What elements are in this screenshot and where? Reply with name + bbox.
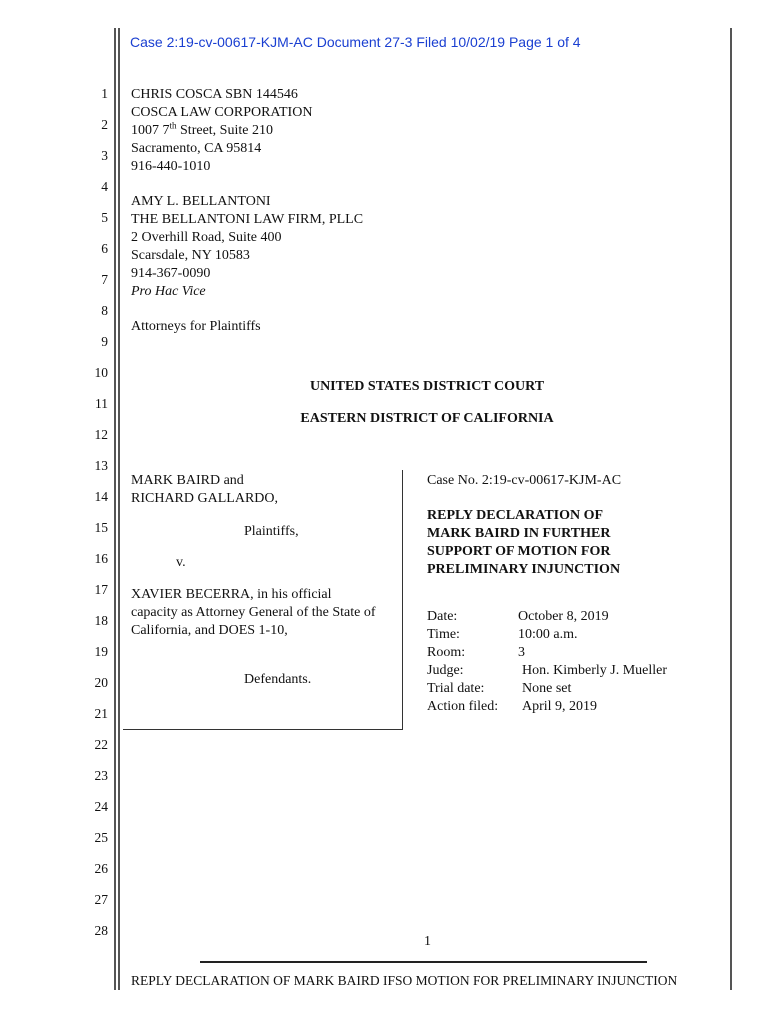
hearing-value: 3 — [518, 645, 525, 660]
defendants-label: Defendants. — [244, 672, 312, 687]
caption-divider-vertical — [402, 470, 403, 730]
line-number: 8 — [101, 303, 108, 318]
footer-rule — [200, 961, 647, 963]
firm-name: THE BELLANTONI LAW FIRM, PLLC — [131, 212, 364, 227]
page-number: 1 — [424, 934, 431, 949]
line-number: 13 — [94, 458, 108, 473]
hearing-label: Date: — [427, 609, 458, 624]
left-margin-rule-inner — [118, 28, 120, 990]
line-number: 20 — [94, 675, 108, 690]
court-name: UNITED STATES DISTRICT COURT — [309, 379, 545, 394]
line-number: 15 — [94, 520, 108, 535]
footer-title: REPLY DECLARATION OF MARK BAIRD IFSO MOTION FOR PRELIMINARY INJUNCTION — [131, 973, 678, 988]
right-margin-rule — [730, 28, 732, 990]
line-number: 22 — [94, 737, 108, 752]
attorneys-for: Attorneys for Plaintiffs — [131, 319, 261, 334]
hearing-value: April 9, 2019 — [522, 699, 598, 714]
document-title-line: PRELIMINARY INJUNCTION — [427, 562, 621, 577]
caption-divider-horizontal — [123, 729, 403, 730]
line-number: 21 — [94, 706, 108, 721]
line-number: 14 — [94, 489, 108, 504]
case-number: Case No. 2:19-cv-00617-KJM-AC — [427, 473, 622, 488]
line-number: 25 — [94, 830, 108, 845]
firm-street: 2 Overhill Road, Suite 400 — [131, 230, 282, 245]
firm-phone: 916-440-1010 — [131, 159, 211, 174]
document-title-line: SUPPORT OF MOTION FOR — [427, 544, 611, 559]
defendant-text: California, and DOES 1-10, — [131, 623, 288, 638]
line-number: 1 — [101, 86, 108, 101]
firm-phone: 914-367-0090 — [131, 266, 211, 281]
line-number: 5 — [101, 210, 108, 225]
defendant-text: XAVIER BECERRA, in his official — [131, 587, 332, 602]
court-district: EASTERN DISTRICT OF CALIFORNIA — [300, 411, 554, 426]
attorney-name: AMY L. BELLANTONI — [131, 194, 271, 209]
hearing-value: Hon. Kimberly J. Mueller — [522, 663, 668, 678]
plaintiff-name: MARK BAIRD and — [131, 473, 244, 488]
line-number: 18 — [94, 613, 108, 628]
document-title-line: REPLY DECLARATION OF — [427, 508, 604, 523]
left-margin-rule-outer — [114, 28, 116, 990]
pro-hac-vice-note: Pro Hac Vice — [131, 284, 206, 299]
hearing-label: Time: — [427, 627, 460, 642]
line-number: 6 — [101, 241, 108, 256]
line-number: 7 — [101, 272, 108, 287]
plaintiff-name: RICHARD GALLARDO, — [131, 491, 278, 506]
hearing-label: Judge: — [427, 663, 464, 678]
line-number: 9 — [101, 334, 108, 349]
ecf-header-stamp: Case 2:19-cv-00617-KJM-AC Document 27-3 Filed 10/02/19 Page 1 of 4 — [130, 34, 581, 50]
line-number: 2 — [101, 117, 108, 132]
hearing-label: Trial date: — [427, 681, 485, 696]
hearing-value: October 8, 2019 — [518, 609, 609, 624]
line-number: 3 — [101, 148, 108, 163]
firm-city: Scarsdale, NY 10583 — [131, 248, 250, 263]
line-number: 19 — [94, 644, 108, 659]
line-number: 27 — [94, 892, 108, 907]
versus: v. — [176, 555, 186, 570]
document-title-line: MARK BAIRD IN FURTHER — [427, 526, 611, 541]
defendant-text: capacity as Attorney General of the State of — [131, 605, 376, 620]
hearing-value: 10:00 a.m. — [518, 627, 578, 642]
line-number: 28 — [94, 923, 108, 938]
line-number: 12 — [94, 427, 108, 442]
line-number: 11 — [95, 396, 108, 411]
attorney-name: CHRIS COSCA SBN 144546 — [131, 87, 298, 102]
line-number: 23 — [94, 768, 108, 783]
hearing-label: Room: — [427, 645, 466, 660]
firm-city: Sacramento, CA 95814 — [131, 141, 262, 156]
line-number: 26 — [94, 861, 108, 876]
line-number: 16 — [94, 551, 108, 566]
hearing-value: None set — [522, 681, 572, 696]
line-number: 10 — [94, 365, 108, 380]
line-number: 24 — [94, 799, 108, 814]
line-number: 17 — [94, 582, 108, 597]
firm-name: COSCA LAW CORPORATION — [131, 105, 313, 120]
hearing-label: Action filed: — [427, 699, 499, 714]
plaintiffs-label: Plaintiffs, — [244, 524, 299, 539]
firm-street: 1007 7th Street, Suite 210 — [131, 120, 273, 138]
line-number: 4 — [101, 179, 108, 194]
